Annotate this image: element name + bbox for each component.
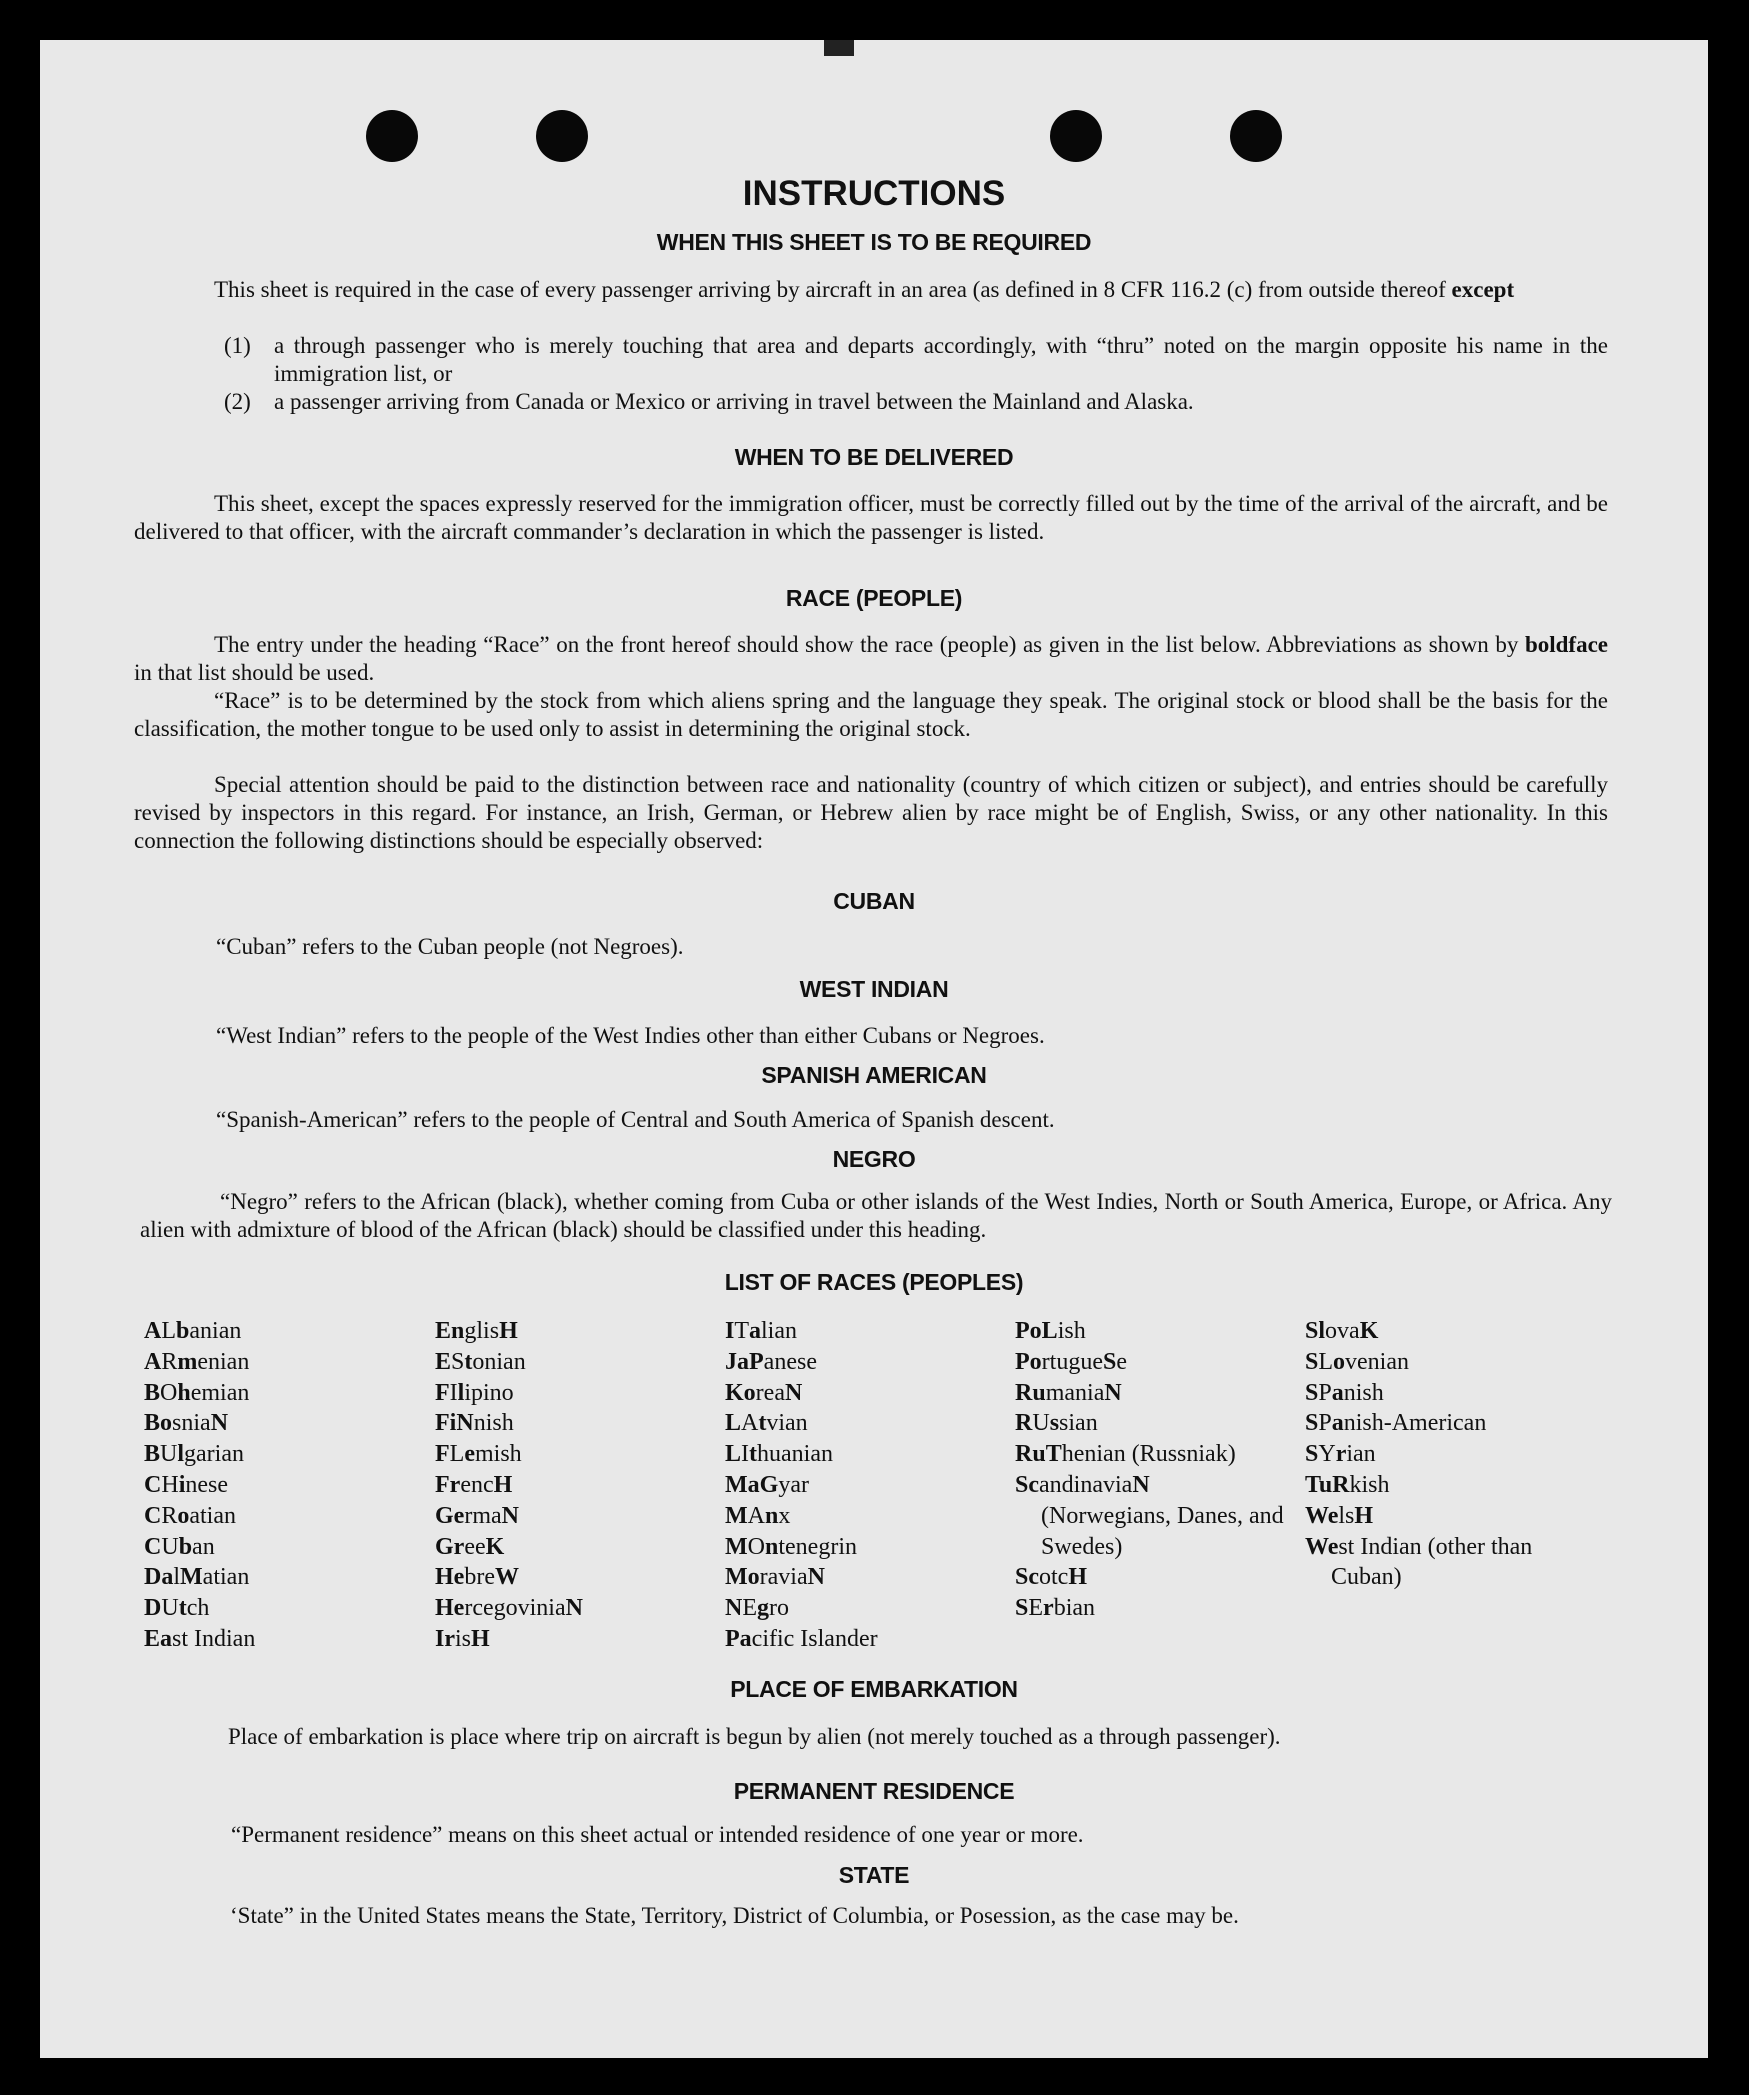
race-entry: SPanish-American bbox=[1305, 1410, 1487, 1437]
race-entry: EnglisH bbox=[435, 1318, 518, 1344]
race-entry: SYrian bbox=[1305, 1441, 1376, 1468]
punch-hole bbox=[366, 110, 418, 162]
definition-text: “Permanent residence” means on this sheet actual or intended residence of one year or more. bbox=[231, 1822, 1084, 1847]
race-entry: SlovaK bbox=[1305, 1318, 1379, 1344]
punch-hole bbox=[536, 110, 588, 162]
list-item bbox=[224, 332, 1608, 388]
paragraph: “Race” is to be determined by the stock from which aliens spring and the language they speak. The original stock or blood shall be the basis for the classification, the mother tongue to be used only to assist in determining the original stock. bbox=[134, 688, 1608, 741]
race-entry: KoreaN bbox=[725, 1379, 803, 1406]
bold-term: except bbox=[1451, 277, 1515, 302]
race-entry: WelsH bbox=[1305, 1502, 1374, 1529]
section-heading: CUBAN bbox=[833, 888, 915, 914]
race-entry: DalMatian bbox=[144, 1564, 250, 1591]
race-entry: ALbanian bbox=[144, 1318, 242, 1344]
bold-term: boldface bbox=[1524, 632, 1609, 657]
race-entry: RumaniaN bbox=[1015, 1379, 1122, 1406]
race-column bbox=[1305, 1316, 1575, 1593]
race-entry: SErbian bbox=[1015, 1595, 1096, 1622]
race-entry: HebreW bbox=[435, 1564, 519, 1591]
race-entry: CRoatian bbox=[144, 1502, 236, 1529]
paragraph-text: This sheet is required in the case of every passenger arriving by aircraft in an area (as defined in 8 CFR 116.2 (c) from outside thereof bbox=[214, 277, 1446, 302]
race-entry: ITalian bbox=[725, 1318, 798, 1344]
section-heading: LIST OF RACES (PEOPLES) bbox=[724, 1269, 1024, 1295]
race-entry: TuRkish bbox=[1305, 1471, 1390, 1498]
race-entry: FIlipino bbox=[435, 1379, 514, 1406]
race-entry: LIthuanian bbox=[725, 1441, 833, 1468]
race-entry: LAtvian bbox=[725, 1410, 808, 1437]
section-heading: WHEN THIS SHEET IS TO BE REQUIRED bbox=[656, 229, 1092, 255]
paragraph-text: The entry under the heading “Race” on the front hereof should show the race (people) as given in the list below. Abbreviations as shown by bbox=[214, 632, 1519, 657]
race-entry: JaPanese bbox=[725, 1348, 817, 1375]
race-entry: CHinese bbox=[144, 1471, 229, 1498]
race-column bbox=[144, 1316, 414, 1655]
list-number: (2) bbox=[224, 389, 251, 414]
punch-hole bbox=[1230, 110, 1282, 162]
race-entry: CUban bbox=[144, 1533, 215, 1560]
race-entry: ARmenian bbox=[144, 1348, 250, 1375]
section-heading: SPANISH AMERICAN bbox=[761, 1062, 987, 1088]
race-entry: FiNnish bbox=[435, 1410, 514, 1437]
race-entry: BOhemian bbox=[144, 1379, 250, 1406]
section-heading: STATE bbox=[838, 1862, 910, 1888]
race-entry: PoLish bbox=[1015, 1318, 1086, 1344]
list-item bbox=[224, 388, 1608, 416]
document-page bbox=[40, 40, 1708, 2058]
race-entry: EStonian bbox=[435, 1348, 526, 1375]
race-entry: FrencH bbox=[435, 1471, 513, 1498]
race-entry: Pacific Islander bbox=[725, 1625, 878, 1652]
list-text: a through passenger who is merely touching that area and departs accordingly, with “thru” noted on the margin opposite his name in the immigration list, or bbox=[274, 333, 1608, 386]
race-entry: BUlgarian bbox=[144, 1441, 244, 1468]
edge-mark bbox=[824, 40, 854, 56]
race-entry: FLemish bbox=[435, 1441, 522, 1468]
race-entry: ScotcH bbox=[1015, 1564, 1088, 1591]
race-entry: GermaN bbox=[435, 1502, 519, 1529]
race-entry: DUtch bbox=[144, 1595, 210, 1622]
section-heading: RACE (PEOPLE) bbox=[785, 585, 963, 611]
section-heading: NEGRO bbox=[832, 1146, 916, 1172]
paragraph bbox=[134, 276, 1608, 304]
race-entry: HercegoviniaN bbox=[435, 1595, 583, 1622]
definition-text: “Spanish-American” refers to the people of Central and South America of Spanish descent. bbox=[216, 1107, 1055, 1132]
race-entry: PortugueSe bbox=[1015, 1348, 1127, 1375]
race-entry: SPanish bbox=[1305, 1379, 1384, 1406]
paragraph bbox=[134, 631, 1608, 687]
race-entry: GreeK bbox=[435, 1533, 505, 1560]
race-entry: MoraviaN bbox=[725, 1564, 825, 1591]
paragraph: ‘State” in the United States means the State, Territory, District of Columbia, or Posession, as the case may be. bbox=[230, 1903, 1239, 1928]
paragraph: Place of embarkation is place where trip on aircraft is begun by alien (not merely touched as a through passenger). bbox=[228, 1724, 1281, 1749]
race-entry: MAnx bbox=[725, 1502, 791, 1529]
race-column bbox=[725, 1316, 995, 1655]
section-heading: WHEN TO BE DELIVERED bbox=[734, 444, 1014, 470]
race-entry: SLovenian bbox=[1305, 1348, 1410, 1375]
race-entry: IrisH bbox=[435, 1625, 490, 1652]
paragraph: This sheet, except the spaces expressly reserved for the immigration officer, must be correctly filled out by the time of the arrival of the aircraft, and be delivered to that officer, with the aircraft commander’s declaration in which the passenger is listed. bbox=[134, 491, 1608, 544]
section-heading: PERMANENT RESIDENCE bbox=[733, 1778, 1015, 1804]
definition-text: “West Indian” refers to the people of the West Indies other than either Cubans or Negroes. bbox=[216, 1023, 1045, 1048]
race-entry: BosniaN bbox=[144, 1410, 229, 1437]
list-text: a passenger arriving from Canada or Mexico or arriving in travel between the Mainland and Alaska. bbox=[274, 389, 1194, 414]
section-heading: PLACE OF EMBARKATION bbox=[730, 1676, 1018, 1702]
list-number: (1) bbox=[224, 333, 251, 358]
paragraph: “Negro” refers to the African (black), whether coming from Cuba or other islands of the West Indies, North or South America, Europe, or Africa. Any alien with admixture of blood of the African (black) should be classified under this heading. bbox=[140, 1189, 1612, 1242]
race-entry: MaGyar bbox=[725, 1471, 809, 1498]
race-entry: East Indian bbox=[144, 1625, 256, 1652]
race-column bbox=[1015, 1316, 1285, 1624]
race-entry: West Indian (other than Cuban) bbox=[1305, 1533, 1533, 1591]
paragraph-text: in that list should be used. bbox=[134, 660, 375, 685]
page-title: INSTRUCTIONS bbox=[742, 174, 1006, 213]
definition-text: “Cuban” refers to the Cuban people (not Negroes). bbox=[216, 934, 684, 959]
race-entry: MOntenegrin bbox=[725, 1533, 857, 1560]
section-heading: WEST INDIAN bbox=[799, 976, 949, 1002]
race-column bbox=[435, 1316, 705, 1655]
race-entry: RuThenian (Russniak) bbox=[1015, 1441, 1236, 1468]
paragraph: Special attention should be paid to the distinction between race and nationality (country of which citizen or subject), and entries should be carefully revised by inspectors in this regard. For instance, an Irish, German, or Hebrew alien by race might be of English, Swiss, or any other nationality. In this connection the following distinctions should be especially observed: bbox=[134, 772, 1608, 853]
race-entry: ScandinaviaN (Norwegians, Danes, and Swedes) bbox=[1015, 1471, 1284, 1560]
race-entry: NEgro bbox=[725, 1595, 790, 1622]
punch-hole bbox=[1050, 110, 1102, 162]
race-entry: RUssian bbox=[1015, 1410, 1098, 1437]
